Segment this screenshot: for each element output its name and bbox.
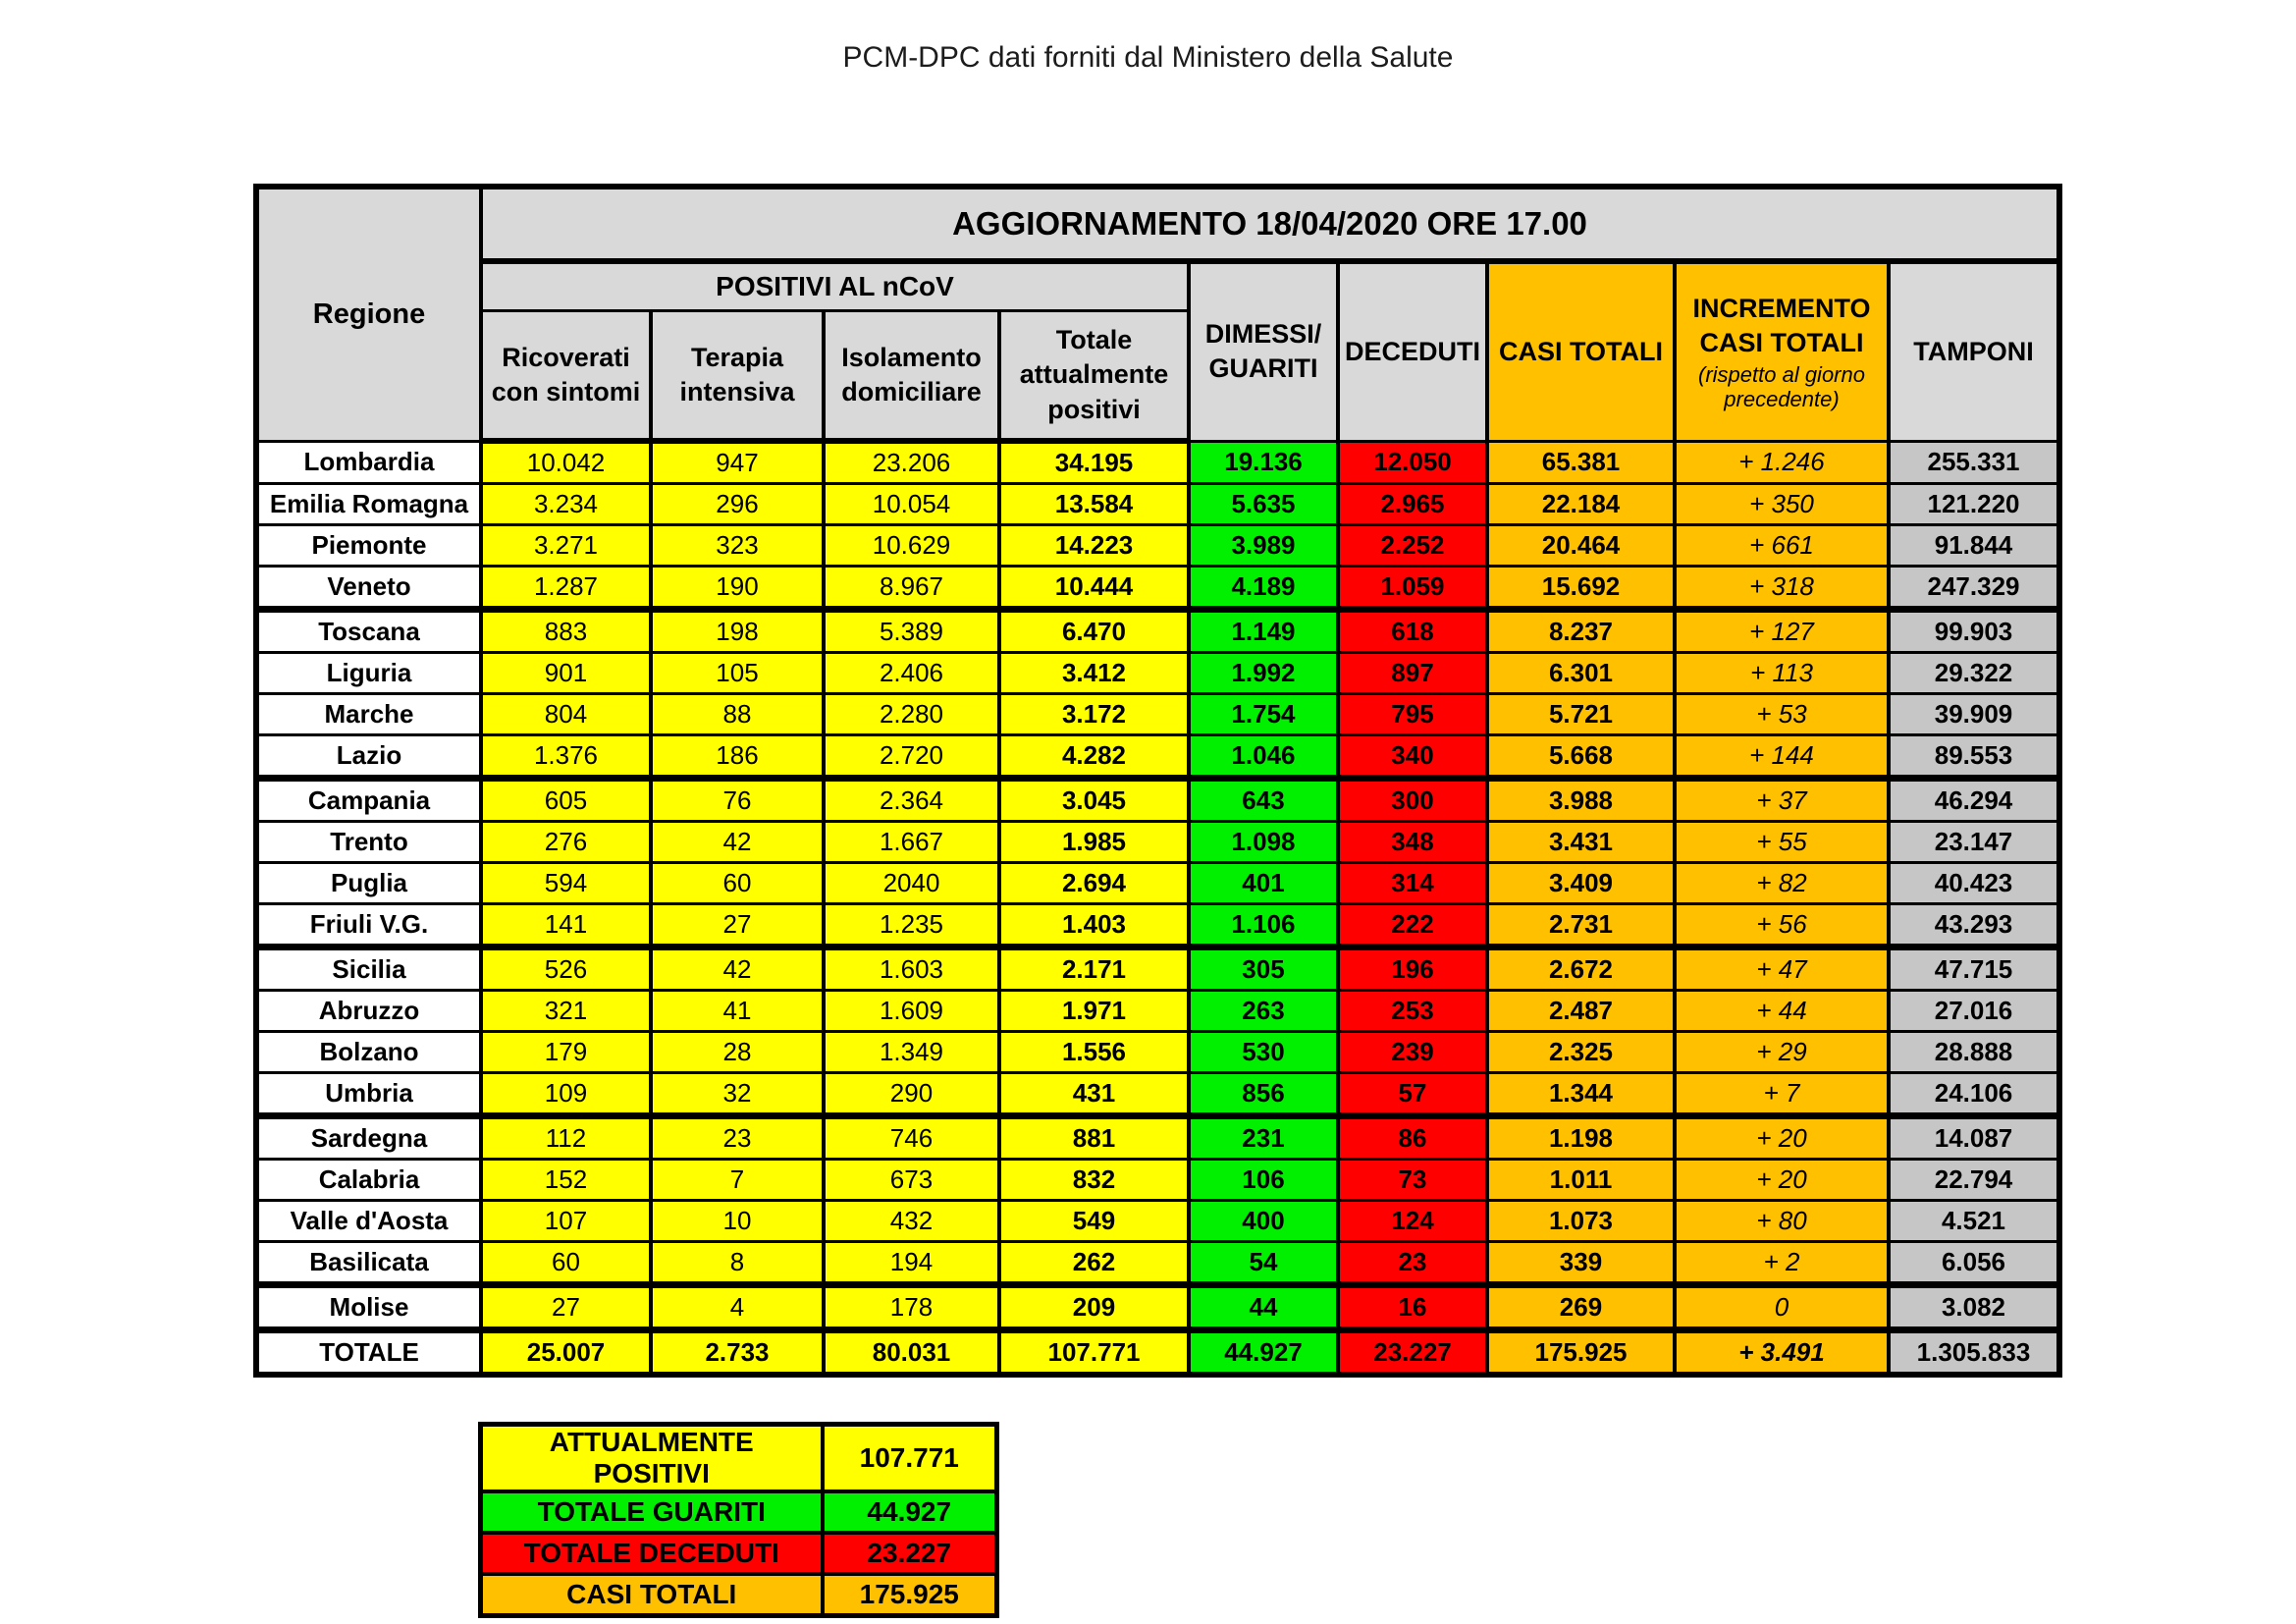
cell-ricoverati: 3.234 [481, 484, 651, 525]
cell-terapia: 7 [651, 1160, 824, 1201]
cell-dimessi: 5.635 [1189, 484, 1338, 525]
cell-terapia: 190 [651, 567, 824, 610]
cell-terapia: 27 [651, 904, 824, 947]
cell-totale-positivi: 3.172 [999, 694, 1189, 735]
cell-dimessi: 643 [1189, 779, 1338, 822]
cell-totale-positivi: 209 [999, 1285, 1189, 1330]
cell-isolamento: 432 [824, 1201, 999, 1242]
cell-deceduti: 86 [1338, 1116, 1487, 1160]
cell-terapia: 41 [651, 991, 824, 1032]
cell-tamponi: 89.553 [1889, 735, 2059, 779]
cell-totale-positivi: 2.171 [999, 947, 1189, 991]
update-header: AGGIORNAMENTO 18/04/2020 ORE 17.00 [481, 187, 2059, 261]
cell-tamponi: 23.147 [1889, 822, 2059, 863]
cell-casi-totali: 2.325 [1487, 1032, 1675, 1073]
cell-isolamento: 746 [824, 1116, 999, 1160]
cell-isolamento: 8.967 [824, 567, 999, 610]
cell-isolamento: 2040 [824, 863, 999, 904]
table-row [256, 484, 2059, 525]
cell-incremento: + 53 [1675, 694, 1889, 735]
cell-terapia: 947 [651, 441, 824, 484]
cell-ricoverati: 109 [481, 1073, 651, 1116]
cell-totale-positivi: 1.403 [999, 904, 1189, 947]
cell-casi-totali: 6.301 [1487, 653, 1675, 694]
cell-deceduti: 12.050 [1338, 441, 1487, 484]
cell-casi-totali: 65.381 [1487, 441, 1675, 484]
cell-tamponi: 247.329 [1889, 567, 2059, 610]
region-cell: Marche [256, 694, 481, 735]
cell-incremento: + 3.491 [1675, 1330, 1889, 1376]
summary-value: 175.925 [823, 1574, 997, 1616]
table-row [256, 1201, 2059, 1242]
cell-dimessi: 19.136 [1189, 441, 1338, 484]
cell-casi-totali: 8.237 [1487, 610, 1675, 653]
cell-ricoverati: 107 [481, 1201, 651, 1242]
cell-isolamento: 1.667 [824, 822, 999, 863]
cell-ricoverati: 60 [481, 1242, 651, 1285]
cell-dimessi: 1.046 [1189, 735, 1338, 779]
cell-totale-positivi: 549 [999, 1201, 1189, 1242]
cell-tamponi: 91.844 [1889, 525, 2059, 567]
cell-deceduti: 348 [1338, 822, 1487, 863]
cell-terapia: 76 [651, 779, 824, 822]
cell-totale-positivi: 34.195 [999, 441, 1189, 484]
cell-ricoverati: 276 [481, 822, 651, 863]
table-row [256, 441, 2059, 484]
cell-ricoverati: 3.271 [481, 525, 651, 567]
table-row [256, 1160, 2059, 1201]
cell-tamponi: 27.016 [1889, 991, 2059, 1032]
region-cell: Liguria [256, 653, 481, 694]
cell-isolamento: 1.603 [824, 947, 999, 991]
summary-row [481, 1425, 997, 1492]
cell-ricoverati: 141 [481, 904, 651, 947]
cell-totale-positivi: 3.412 [999, 653, 1189, 694]
cell-incremento: + 44 [1675, 991, 1889, 1032]
incremento-subtitle: (rispetto al giorno precedente) [1698, 362, 1865, 412]
summary-value: 107.771 [823, 1425, 997, 1492]
region-cell: Campania [256, 779, 481, 822]
cell-terapia: 28 [651, 1032, 824, 1073]
summary-table [478, 1422, 999, 1618]
cell-tamponi: 24.106 [1889, 1073, 2059, 1116]
cell-deceduti: 795 [1338, 694, 1487, 735]
cell-deceduti: 124 [1338, 1201, 1487, 1242]
cell-tamponi: 46.294 [1889, 779, 2059, 822]
page-title: PCM-DPC dati forniti dal Ministero della Salute [842, 41, 1454, 74]
cell-ricoverati: 901 [481, 653, 651, 694]
region-cell: Bolzano [256, 1032, 481, 1073]
cell-incremento: + 37 [1675, 779, 1889, 822]
region-cell: Valle d'Aosta [256, 1201, 481, 1242]
cell-incremento: + 55 [1675, 822, 1889, 863]
cell-terapia: 4 [651, 1285, 824, 1330]
summary-row [481, 1533, 997, 1574]
cell-ricoverati: 321 [481, 991, 651, 1032]
cell-dimessi: 1.992 [1189, 653, 1338, 694]
cell-totale-positivi: 832 [999, 1160, 1189, 1201]
cell-ricoverati: 526 [481, 947, 651, 991]
cell-terapia: 42 [651, 822, 824, 863]
cell-casi-totali: 20.464 [1487, 525, 1675, 567]
cell-totale-positivi: 6.470 [999, 610, 1189, 653]
cell-totale-positivi: 10.444 [999, 567, 1189, 610]
cell-terapia: 88 [651, 694, 824, 735]
table-row [256, 822, 2059, 863]
cell-incremento: + 29 [1675, 1032, 1889, 1073]
cell-casi-totali: 339 [1487, 1242, 1675, 1285]
cell-ricoverati: 605 [481, 779, 651, 822]
cell-terapia: 10 [651, 1201, 824, 1242]
region-cell: Trento [256, 822, 481, 863]
cell-terapia: 323 [651, 525, 824, 567]
cell-ricoverati: 10.042 [481, 441, 651, 484]
summary-row [481, 1574, 997, 1616]
cell-deceduti: 2.965 [1338, 484, 1487, 525]
cell-ricoverati: 152 [481, 1160, 651, 1201]
region-cell: Umbria [256, 1073, 481, 1116]
positivi-group-header: POSITIVI AL nCoV [481, 261, 1189, 311]
cell-isolamento: 10.629 [824, 525, 999, 567]
col-header-terapia: Terapia intensiva [651, 311, 824, 442]
cell-totale-positivi: 431 [999, 1073, 1189, 1116]
region-cell: Toscana [256, 610, 481, 653]
cell-dimessi: 305 [1189, 947, 1338, 991]
cell-totale-positivi: 1.985 [999, 822, 1189, 863]
cell-totale-positivi: 1.556 [999, 1032, 1189, 1073]
cell-ricoverati: 1.376 [481, 735, 651, 779]
cell-casi-totali: 1.011 [1487, 1160, 1675, 1201]
cell-dimessi: 106 [1189, 1160, 1338, 1201]
cell-deceduti: 897 [1338, 653, 1487, 694]
cell-ricoverati: 804 [481, 694, 651, 735]
cell-dimessi: 231 [1189, 1116, 1338, 1160]
cell-casi-totali: 2.731 [1487, 904, 1675, 947]
cell-dimessi: 263 [1189, 991, 1338, 1032]
region-cell: Abruzzo [256, 991, 481, 1032]
summary-value: 23.227 [823, 1533, 997, 1574]
col-header-incremento [1675, 261, 1889, 441]
cell-casi-totali: 1.344 [1487, 1073, 1675, 1116]
table-row [256, 991, 2059, 1032]
cell-deceduti: 1.059 [1338, 567, 1487, 610]
cell-deceduti: 23.227 [1338, 1330, 1487, 1376]
col-header-totale-positivi: Totale attualmente positivi [999, 311, 1189, 442]
cell-terapia: 296 [651, 484, 824, 525]
cell-incremento: + 7 [1675, 1073, 1889, 1116]
cell-dimessi: 400 [1189, 1201, 1338, 1242]
cell-casi-totali: 3.409 [1487, 863, 1675, 904]
cell-ricoverati: 25.007 [481, 1330, 651, 1376]
region-cell: TOTALE [256, 1330, 481, 1376]
table-row [256, 525, 2059, 567]
cell-terapia: 23 [651, 1116, 824, 1160]
cell-incremento: + 350 [1675, 484, 1889, 525]
cell-terapia: 2.733 [651, 1330, 824, 1376]
cell-dimessi: 1.149 [1189, 610, 1338, 653]
cell-deceduti: 57 [1338, 1073, 1487, 1116]
cell-deceduti: 2.252 [1338, 525, 1487, 567]
cell-incremento: + 661 [1675, 525, 1889, 567]
table-row [256, 779, 2059, 822]
cell-incremento: + 20 [1675, 1116, 1889, 1160]
cell-casi-totali: 2.672 [1487, 947, 1675, 991]
table-row [256, 904, 2059, 947]
cell-casi-totali: 175.925 [1487, 1330, 1675, 1376]
cell-casi-totali: 22.184 [1487, 484, 1675, 525]
cell-casi-totali: 1.073 [1487, 1201, 1675, 1242]
cell-terapia: 198 [651, 610, 824, 653]
cell-tamponi: 29.322 [1889, 653, 2059, 694]
cell-deceduti: 196 [1338, 947, 1487, 991]
cell-isolamento: 1.235 [824, 904, 999, 947]
cell-totale-positivi: 107.771 [999, 1330, 1189, 1376]
cell-dimessi: 3.989 [1189, 525, 1338, 567]
cell-deceduti: 340 [1338, 735, 1487, 779]
cell-terapia: 32 [651, 1073, 824, 1116]
region-cell: Molise [256, 1285, 481, 1330]
cell-tamponi: 43.293 [1889, 904, 2059, 947]
cell-incremento: + 127 [1675, 610, 1889, 653]
cell-incremento: + 80 [1675, 1201, 1889, 1242]
cell-tamponi: 14.087 [1889, 1116, 2059, 1160]
cell-dimessi: 44 [1189, 1285, 1338, 1330]
cell-isolamento: 1.349 [824, 1032, 999, 1073]
cell-totale-positivi: 14.223 [999, 525, 1189, 567]
cell-ricoverati: 1.287 [481, 567, 651, 610]
cell-terapia: 186 [651, 735, 824, 779]
col-header-isolamento: Isolamento domiciliare [824, 311, 999, 442]
cell-ricoverati: 112 [481, 1116, 651, 1160]
cell-totale-positivi: 3.045 [999, 779, 1189, 822]
cell-dimessi: 1.754 [1189, 694, 1338, 735]
region-cell: Friuli V.G. [256, 904, 481, 947]
cell-isolamento: 290 [824, 1073, 999, 1116]
cell-incremento: + 144 [1675, 735, 1889, 779]
summary-label: CASI TOTALI [481, 1574, 823, 1616]
summary-label: ATTUALMENTE POSITIVI [481, 1425, 823, 1492]
cell-incremento: + 1.246 [1675, 441, 1889, 484]
region-cell: Sicilia [256, 947, 481, 991]
region-cell: Veneto [256, 567, 481, 610]
table-row [256, 1242, 2059, 1285]
cell-casi-totali: 5.668 [1487, 735, 1675, 779]
cell-incremento: 0 [1675, 1285, 1889, 1330]
cell-isolamento: 23.206 [824, 441, 999, 484]
col-header-deceduti: DECEDUTI [1338, 261, 1487, 441]
table-header-row-2 [256, 261, 2059, 311]
cell-isolamento: 5.389 [824, 610, 999, 653]
cell-tamponi: 255.331 [1889, 441, 2059, 484]
cell-totale-positivi: 881 [999, 1116, 1189, 1160]
cell-casi-totali: 1.198 [1487, 1116, 1675, 1160]
cell-casi-totali: 269 [1487, 1285, 1675, 1330]
cell-ricoverati: 883 [481, 610, 651, 653]
region-cell: Lazio [256, 735, 481, 779]
cell-incremento: + 318 [1675, 567, 1889, 610]
cell-tamponi: 121.220 [1889, 484, 2059, 525]
cell-incremento: + 20 [1675, 1160, 1889, 1201]
summary-value: 44.927 [823, 1491, 997, 1533]
cell-tamponi: 39.909 [1889, 694, 2059, 735]
cell-tamponi: 47.715 [1889, 947, 2059, 991]
table-row [256, 610, 2059, 653]
cell-isolamento: 673 [824, 1160, 999, 1201]
table-row [256, 1116, 2059, 1160]
cell-isolamento: 178 [824, 1285, 999, 1330]
cell-terapia: 60 [651, 863, 824, 904]
table-row [256, 947, 2059, 991]
table-row [256, 1032, 2059, 1073]
cell-deceduti: 314 [1338, 863, 1487, 904]
cell-isolamento: 194 [824, 1242, 999, 1285]
cell-deceduti: 253 [1338, 991, 1487, 1032]
cell-dimessi: 54 [1189, 1242, 1338, 1285]
cell-totale-positivi: 1.971 [999, 991, 1189, 1032]
cell-tamponi: 99.903 [1889, 610, 2059, 653]
cell-isolamento: 2.280 [824, 694, 999, 735]
summary-row [481, 1491, 997, 1533]
cell-dimessi: 856 [1189, 1073, 1338, 1116]
cell-tamponi: 40.423 [1889, 863, 2059, 904]
cell-dimessi: 530 [1189, 1032, 1338, 1073]
cell-tamponi: 3.082 [1889, 1285, 2059, 1330]
region-cell: Puglia [256, 863, 481, 904]
region-cell: Lombardia [256, 441, 481, 484]
cell-deceduti: 300 [1338, 779, 1487, 822]
table-row [256, 567, 2059, 610]
cell-tamponi: 1.305.833 [1889, 1330, 2059, 1376]
region-cell: Piemonte [256, 525, 481, 567]
cell-dimessi: 4.189 [1189, 567, 1338, 610]
cell-ricoverati: 179 [481, 1032, 651, 1073]
cell-totale-positivi: 13.584 [999, 484, 1189, 525]
covid-regions-table [253, 184, 2062, 1378]
table-row [256, 735, 2059, 779]
cell-dimessi: 401 [1189, 863, 1338, 904]
col-header-tamponi: TAMPONI [1889, 261, 2059, 441]
cell-casi-totali: 3.988 [1487, 779, 1675, 822]
table-row [256, 863, 2059, 904]
table-header-row-1 [256, 187, 2059, 261]
cell-isolamento: 2.406 [824, 653, 999, 694]
incremento-title: INCREMENTO CASI TOTALI [1692, 293, 1871, 357]
cell-totale-positivi: 4.282 [999, 735, 1189, 779]
table-row [256, 694, 2059, 735]
cell-deceduti: 73 [1338, 1160, 1487, 1201]
cell-deceduti: 618 [1338, 610, 1487, 653]
cell-dimessi: 1.106 [1189, 904, 1338, 947]
cell-dimessi: 44.927 [1189, 1330, 1338, 1376]
cell-deceduti: 16 [1338, 1285, 1487, 1330]
table-row [256, 1285, 2059, 1330]
cell-casi-totali: 15.692 [1487, 567, 1675, 610]
cell-isolamento: 1.609 [824, 991, 999, 1032]
cell-tamponi: 22.794 [1889, 1160, 2059, 1201]
cell-incremento: + 47 [1675, 947, 1889, 991]
table-row [256, 1073, 2059, 1116]
cell-totale-positivi: 262 [999, 1242, 1189, 1285]
summary-label: TOTALE GUARITI [481, 1491, 823, 1533]
cell-terapia: 42 [651, 947, 824, 991]
cell-totale-positivi: 2.694 [999, 863, 1189, 904]
cell-casi-totali: 2.487 [1487, 991, 1675, 1032]
cell-incremento: + 56 [1675, 904, 1889, 947]
col-header-casi-totali: CASI TOTALI [1487, 261, 1675, 441]
region-cell: Emilia Romagna [256, 484, 481, 525]
cell-terapia: 8 [651, 1242, 824, 1285]
cell-isolamento: 80.031 [824, 1330, 999, 1376]
cell-incremento: + 113 [1675, 653, 1889, 694]
cell-deceduti: 239 [1338, 1032, 1487, 1073]
region-cell: Basilicata [256, 1242, 481, 1285]
cell-incremento: + 2 [1675, 1242, 1889, 1285]
cell-tamponi: 28.888 [1889, 1032, 2059, 1073]
cell-isolamento: 2.364 [824, 779, 999, 822]
cell-ricoverati: 27 [481, 1285, 651, 1330]
cell-terapia: 105 [651, 653, 824, 694]
table-row [256, 653, 2059, 694]
cell-deceduti: 222 [1338, 904, 1487, 947]
cell-deceduti: 23 [1338, 1242, 1487, 1285]
cell-isolamento: 2.720 [824, 735, 999, 779]
cell-tamponi: 6.056 [1889, 1242, 2059, 1285]
cell-incremento: + 82 [1675, 863, 1889, 904]
summary-label: TOTALE DECEDUTI [481, 1533, 823, 1574]
cell-dimessi: 1.098 [1189, 822, 1338, 863]
cell-tamponi: 4.521 [1889, 1201, 2059, 1242]
cell-isolamento: 10.054 [824, 484, 999, 525]
cell-casi-totali: 3.431 [1487, 822, 1675, 863]
col-header-ricoverati: Ricoverati con sintomi [481, 311, 651, 442]
region-cell: Sardegna [256, 1116, 481, 1160]
total-row [256, 1330, 2059, 1376]
col-header-dimessi-guariti: DIMESSI/ GUARITI [1189, 261, 1338, 441]
region-cell: Calabria [256, 1160, 481, 1201]
cell-ricoverati: 594 [481, 863, 651, 904]
region-column-header: Regione [256, 187, 481, 441]
cell-casi-totali: 5.721 [1487, 694, 1675, 735]
